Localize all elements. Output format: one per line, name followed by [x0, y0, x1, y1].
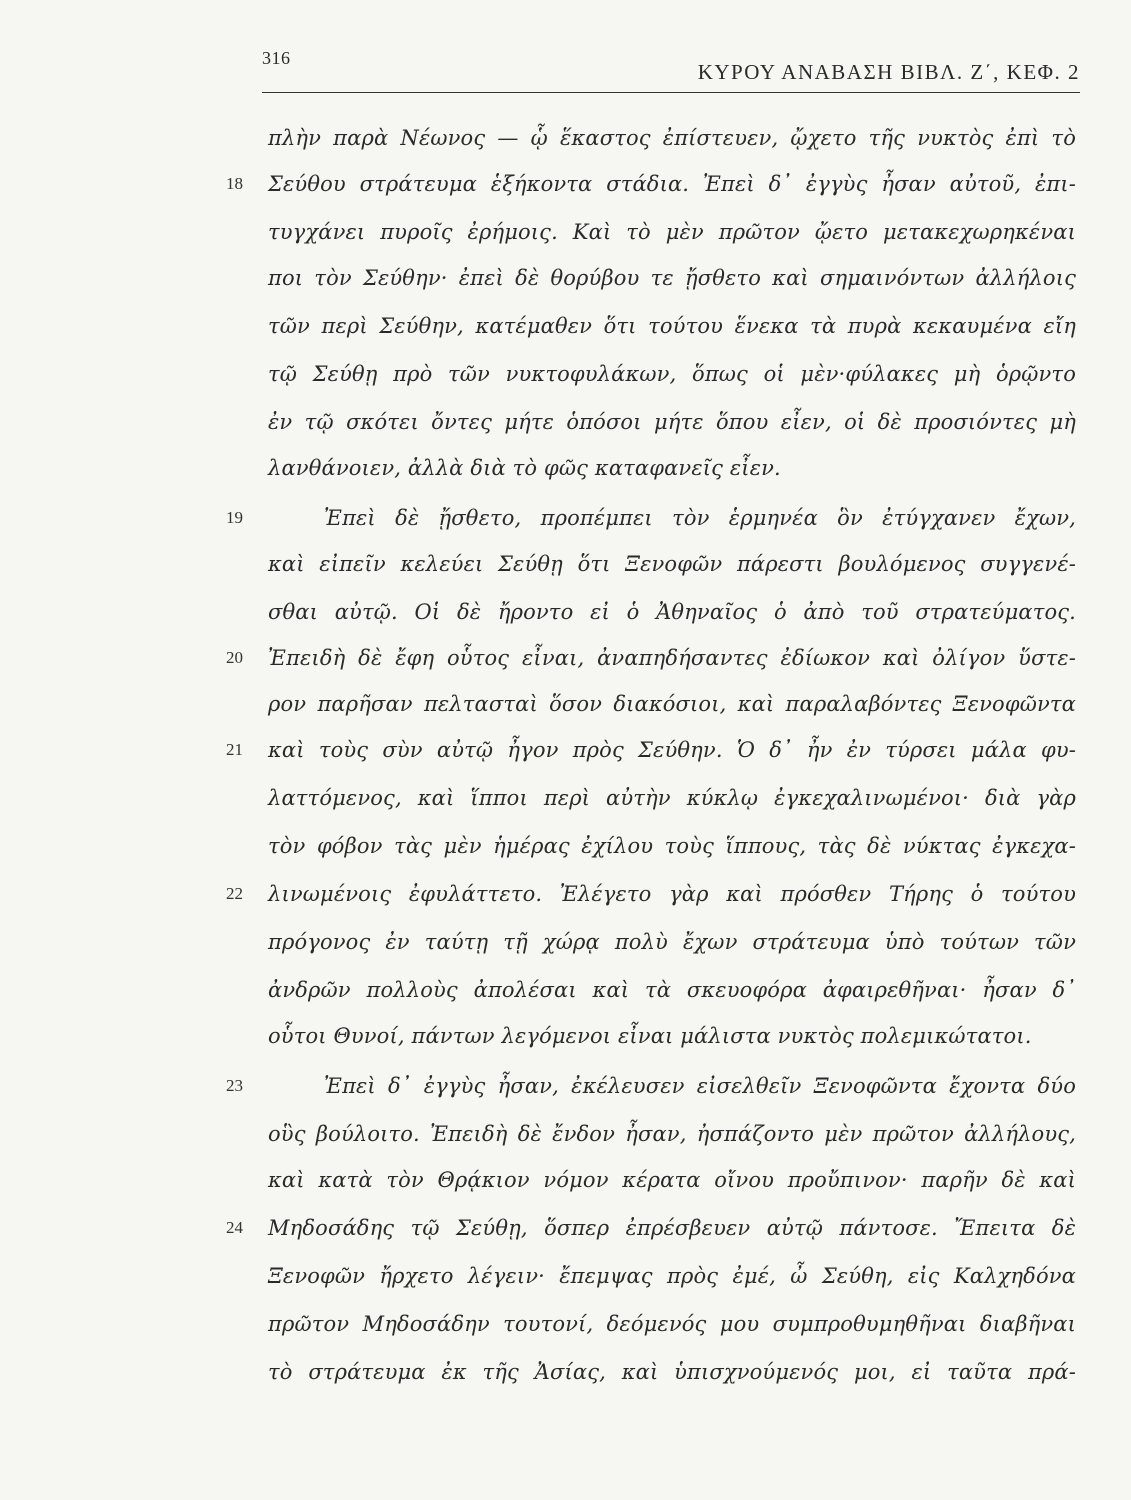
text-line: τυγχάνει πυροῖς ἐρήμοις. Καὶ τὸ μὲν πρῶτον ᾤετο μετακεχωρηκέναι [268, 220, 1076, 244]
section-number: 23 [226, 1076, 243, 1095]
text-line: λινωμένοις ἐφυλάττετο. Ἐλέγετο γὰρ καὶ πρόσθεν Τήρης ὁ τούτου [268, 882, 1076, 906]
section-number: 20 [226, 648, 243, 667]
text-line: πρῶτον Μηδοσάδην τουτονί, δεόμενός μου συμπροθυμηθῆναι διαβῆναι [268, 1312, 1076, 1336]
section-number: 22 [226, 884, 243, 903]
text-line: ποι τὸν Σεύθην· ἐπεὶ δὲ θορύβου τε ᾔσθετο καὶ σημαινόντων ἀλλήλοις [268, 266, 1076, 290]
text-line: ἐν τῷ σκότει ὄντες μήτε ὁπόσοι μήτε ὅπου εἶεν, οἱ δὲ προσιόντες μὴ [268, 410, 1076, 434]
text-line: Μηδοσάδης τῷ Σεύθῃ, ὅσπερ ἐπρέσβευεν αὐτῷ πάντοσε. Ἔπειτα δὲ [268, 1216, 1076, 1240]
page-header [262, 48, 1080, 92]
text-line: λαττόμενος, καὶ ἵπποι περὶ αὐτὴν κύκλῳ ἐγκεχαλινωμένοι· διὰ γὰρ [268, 786, 1076, 810]
section-number: 18 [226, 174, 243, 193]
text-line: πρόγονος ἐν ταύτῃ τῇ χώρᾳ πολὺ ἔχων στράτευμα ὑπὸ τούτων τῶν [268, 930, 1076, 954]
text-line: Σεύθου στράτευμα ἑξήκοντα στάδια. Ἐπεὶ δ᾽ ἐγγὺς ἦσαν αὐτοῦ, ἐπι- [268, 172, 1076, 196]
text-line: ἀνδρῶν πολλοὺς ἀπολέσαι καὶ τὰ σκευοφόρα ἀφαιρεθῆναι· ἦσαν δ᾽ [268, 978, 1076, 1002]
text-line: Ἐπειδὴ δὲ ἔφη οὗτος εἶναι, ἀναπηδήσαντες ἐδίωκον καὶ ὀλίγον ὕστε- [268, 646, 1076, 670]
text-line: τὸ στράτευμα ἐκ τῆς Ἀσίας, καὶ ὑπισχνούμενός μοι, εἰ ταῦτα πρά- [268, 1360, 1076, 1384]
text-line: τῶν περὶ Σεύθην, κατέμαθεν ὅτι τούτου ἕνεκα τὰ πυρὰ κεκαυμένα εἴη [268, 314, 1076, 338]
header-rule [262, 92, 1080, 93]
text-line: οὓς βούλοιτο. Ἐπειδὴ δὲ ἔνδον ἦσαν, ἠσπάζοντο μὲν πρῶτον ἀλλήλους, [268, 1122, 1076, 1146]
text-line: τὸν φόβον τὰς μὲν ἡμέρας ἐχίλου τοὺς ἵππους, τὰς δὲ νύκτας ἐγκεχα- [268, 834, 1076, 858]
text-line: πλὴν παρὰ Νέωνος — ᾧ ἕκαστος ἐπίστευεν, ᾤχετο τῆς νυκτὸς ἐπὶ τὸ [268, 126, 1076, 150]
page-number: 316 [262, 48, 291, 68]
text-line: Ἐπεὶ δ᾽ ἐγγὺς ἦσαν, ἐκέλευσεν εἰσελθεῖν Ξενοφῶντα ἔχοντα δύο [324, 1074, 1076, 1098]
text-line: Ξενοφῶν ἤρχετο λέγειν· ἔπεμψας πρὸς ἐμέ, ὦ Σεύθη, εἰς Καλχηδόνα [268, 1264, 1076, 1288]
text-line: καὶ εἰπεῖν κελεύει Σεύθῃ ὅτι Ξενοφῶν πάρεστι βουλόμενος συγγενέ- [268, 552, 1076, 576]
section-number: 21 [226, 740, 243, 759]
text-line: ρον παρῆσαν πελτασταὶ ὅσον διακόσιοι, καὶ παραλαβόντες Ξενοφῶντα [268, 692, 1076, 716]
text-line: καὶ τοὺς σὺν αὐτῷ ἦγον πρὸς Σεύθην. Ὁ δ᾽ ἦν ἐν τύρσει μάλα φυ- [268, 738, 1076, 762]
text-line: τῷ Σεύθῃ πρὸ τῶν νυκτοφυλάκων, ὅπως οἱ μὲν·φύλακες μὴ ὁρῷντο [268, 362, 1076, 386]
text-line: καὶ κατὰ τὸν Θρᾴκιον νόμον κέρατα οἴνου προὔπινον· παρῆν δὲ καὶ [268, 1168, 1076, 1192]
text-line: Ἐπεὶ δὲ ᾔσθετο, προπέμπει τὸν ἑρμηνέα ὃν ἐτύγχανεν ἔχων, [324, 506, 1076, 530]
text-line: λανθάνοιεν, ἀλλὰ διὰ τὸ φῶς καταφανεῖς εἶεν. [268, 456, 781, 480]
section-number: 19 [226, 508, 243, 527]
section-number: 24 [226, 1218, 243, 1237]
text-line: οὗτοι Θυνοί, πάντων λεγόμενοι εἶναι μάλιστα νυκτὸς πολεμικώτατοι. [268, 1024, 1032, 1048]
running-head: ΚΥΡΟΥ ΑΝΑΒΑΣΗ ΒΙΒΛ. Ζ΄, ΚΕΦ. 2 [697, 60, 1080, 84]
text-line: σθαι αὐτῷ. Οἱ δὲ ἤροντο εἰ ὁ Ἀθηναῖος ὁ ἀπὸ τοῦ στρατεύματος. [268, 600, 1076, 624]
